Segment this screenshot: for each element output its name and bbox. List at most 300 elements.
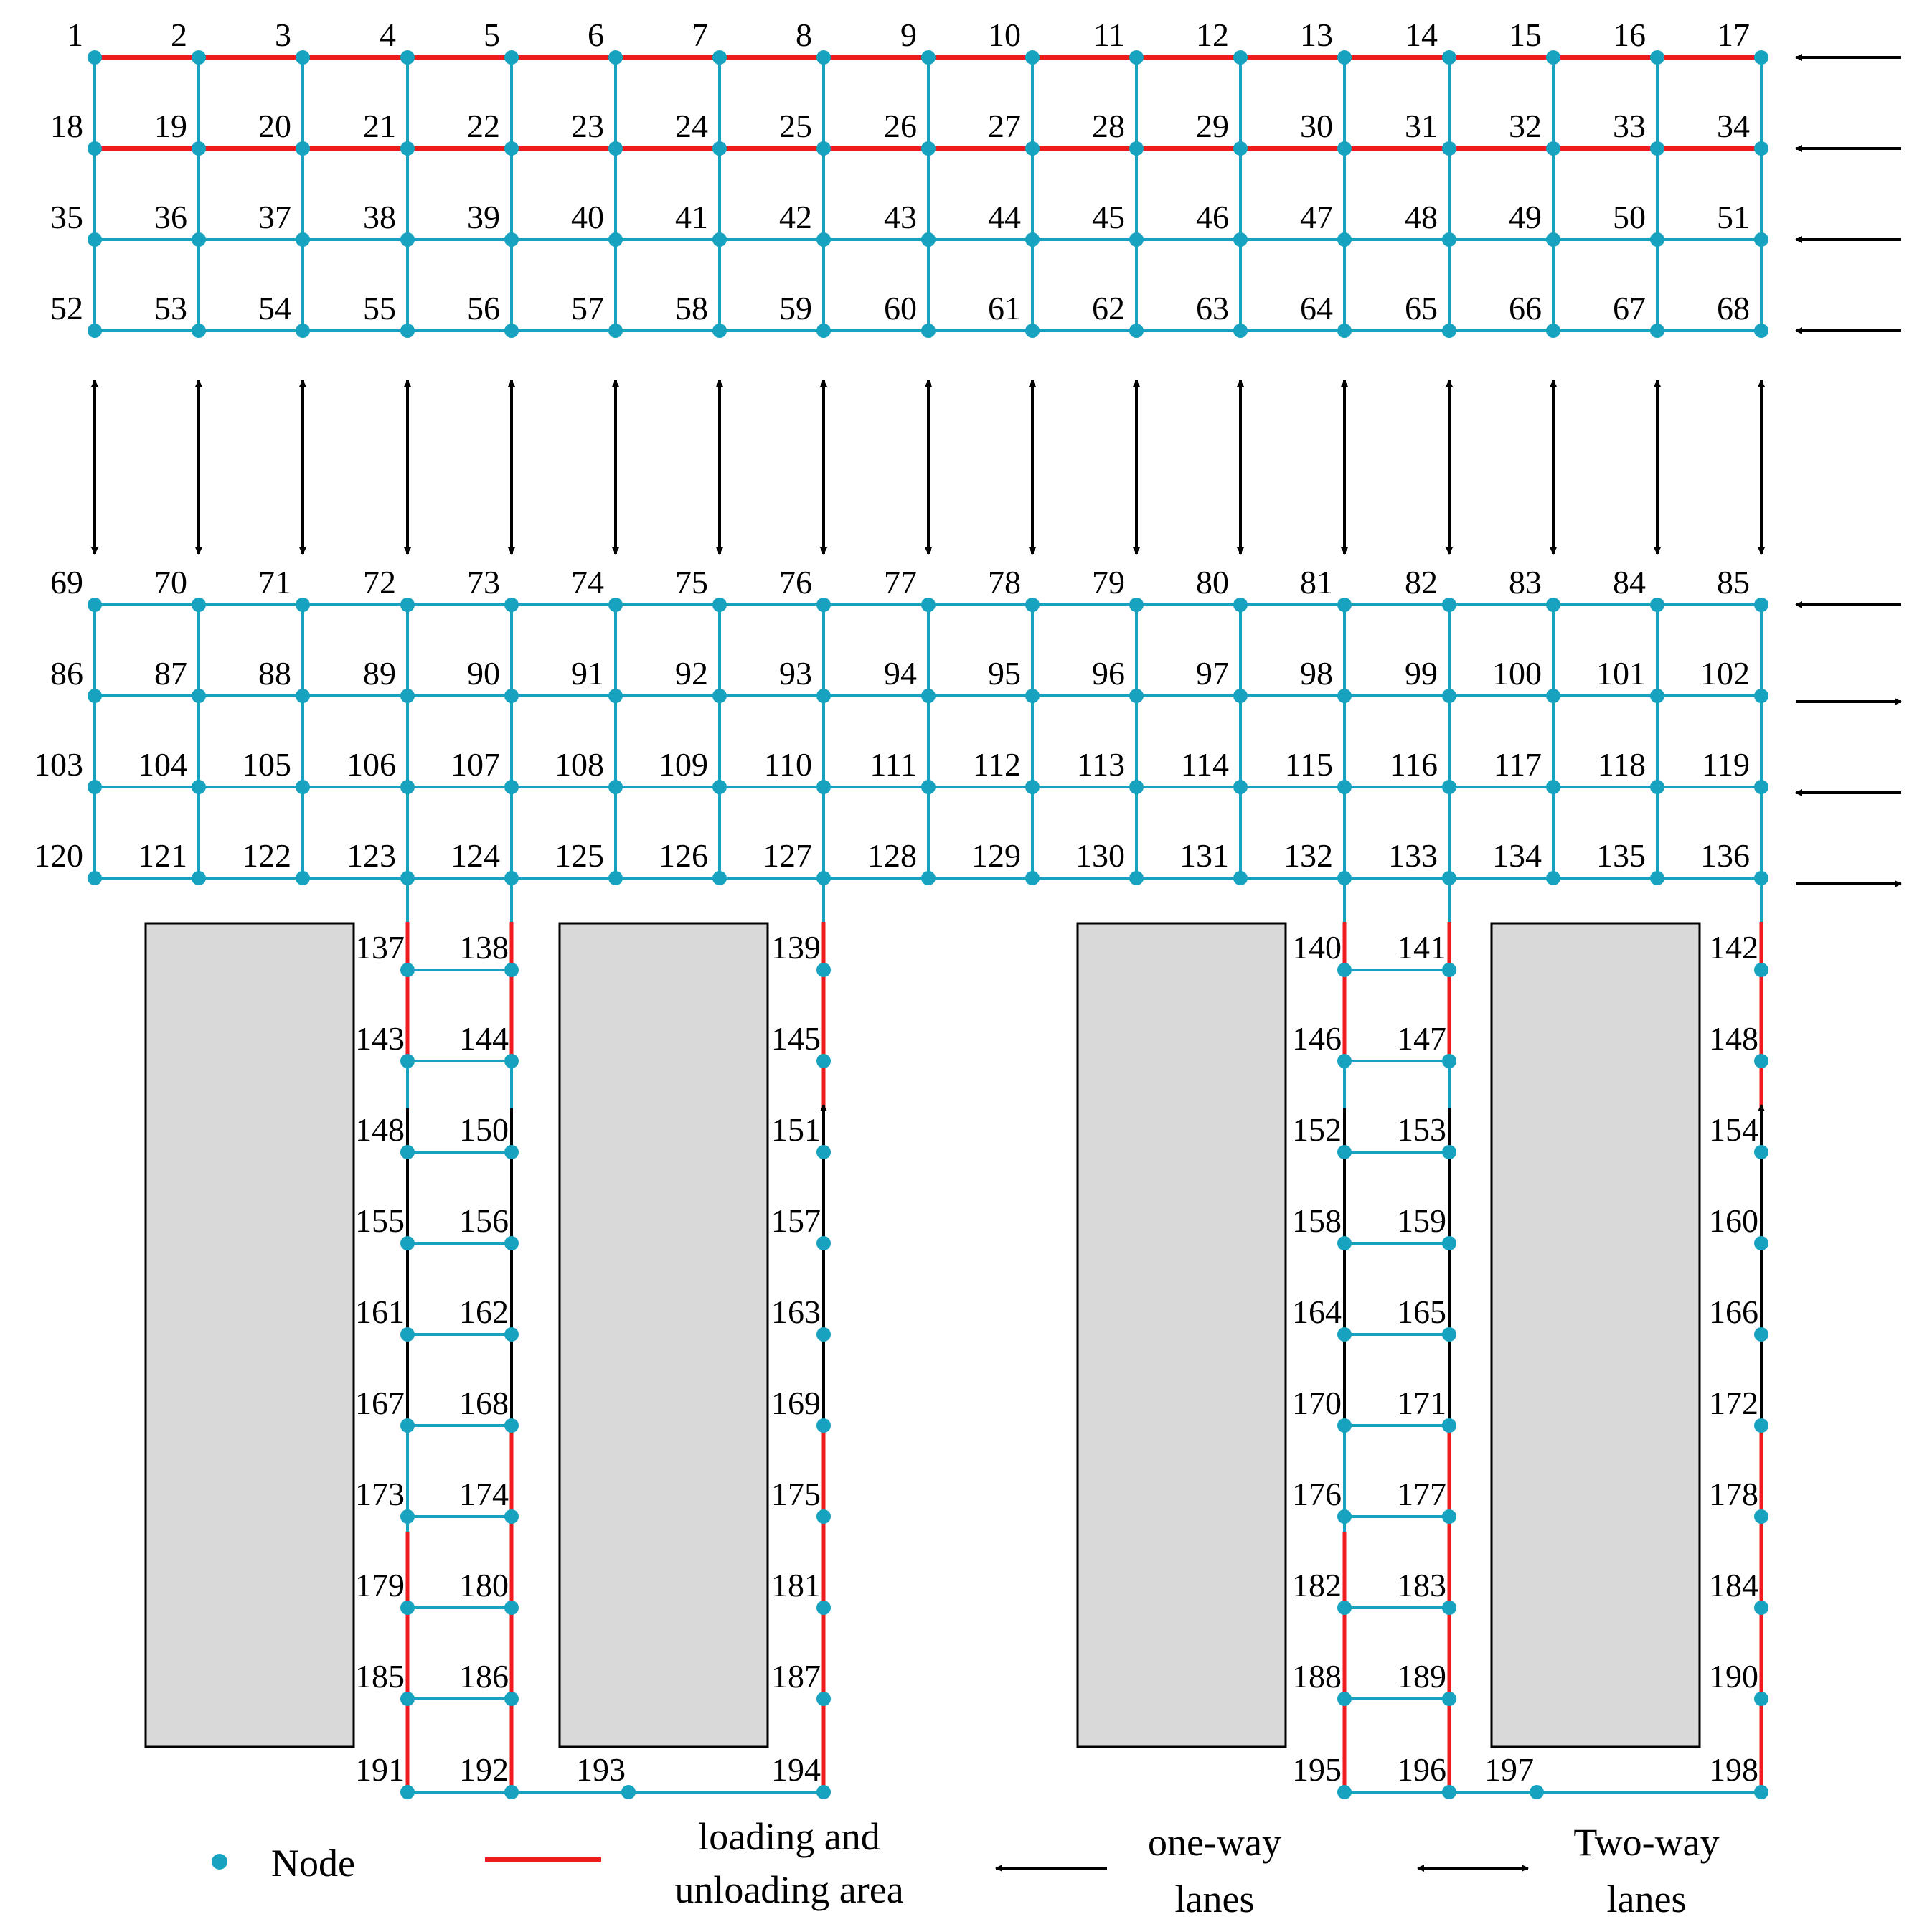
legend (212, 1815, 1720, 1921)
legend-twoway-text-1: Two-way (1573, 1821, 1720, 1864)
bottom-node-label-198: 198 (1709, 1751, 1758, 1788)
node-label-66: 66 (1509, 290, 1542, 326)
node-80 (1233, 598, 1248, 612)
node-18 (88, 141, 102, 156)
node-label-6: 6 (588, 17, 604, 53)
node-50 (1650, 232, 1664, 247)
aisle-node-label-189: 189 (1397, 1658, 1446, 1695)
node-11 (1129, 50, 1144, 65)
aisle-node-label-182: 182 (1292, 1567, 1342, 1603)
bottom-node-label-196: 196 (1397, 1751, 1446, 1788)
node-label-123: 123 (347, 837, 396, 874)
aisle-node-label-176: 176 (1292, 1476, 1342, 1512)
node-33 (1650, 141, 1664, 156)
node-84 (1650, 598, 1664, 612)
node-label-48: 48 (1405, 199, 1438, 235)
node-97 (1233, 689, 1248, 703)
node-44 (1025, 232, 1040, 247)
node-85 (1754, 598, 1768, 612)
aisle-node-label-157: 157 (771, 1202, 821, 1239)
node-34 (1754, 141, 1768, 156)
aisle-node-label-148: 148 (1709, 1020, 1758, 1057)
node-121 (192, 871, 206, 885)
node-49 (1546, 232, 1560, 247)
node-27 (1025, 141, 1040, 156)
node-116 (1442, 780, 1456, 794)
node-label-17: 17 (1717, 17, 1750, 53)
node-label-33: 33 (1613, 108, 1646, 144)
legend-oneway-text-1: one-way (1148, 1821, 1281, 1864)
node-label-122: 122 (242, 837, 291, 874)
aisle-node-label-150: 150 (459, 1111, 509, 1148)
node-102 (1754, 689, 1768, 703)
node-label-13: 13 (1300, 17, 1333, 53)
legend-node-text: Node (271, 1842, 355, 1885)
aisle-node-label-177: 177 (1397, 1476, 1446, 1512)
node-label-99: 99 (1405, 655, 1438, 692)
node-label-21: 21 (363, 108, 396, 144)
node-label-132: 132 (1283, 837, 1333, 874)
node-20 (296, 141, 310, 156)
node-label-43: 43 (884, 199, 917, 235)
node-12 (1233, 50, 1248, 65)
node-108 (608, 780, 623, 794)
node-label-50: 50 (1613, 199, 1646, 235)
node-label-113: 113 (1076, 746, 1125, 783)
node-8 (816, 50, 831, 65)
node-label-133: 133 (1388, 837, 1438, 874)
node-label-64: 64 (1300, 290, 1333, 326)
node-label-45: 45 (1092, 199, 1125, 235)
node-label-94: 94 (884, 655, 917, 692)
node-label-118: 118 (1597, 746, 1646, 783)
node-2 (192, 50, 206, 65)
node-22 (504, 141, 519, 156)
aisle-node-label-173: 173 (355, 1476, 405, 1512)
node-90 (504, 689, 519, 703)
aisle-node-label-167: 167 (355, 1385, 405, 1421)
node-61 (1025, 324, 1040, 338)
node-89 (400, 689, 415, 703)
node-47 (1337, 232, 1352, 247)
node-125 (608, 871, 623, 885)
node-label-52: 52 (50, 290, 83, 326)
node-74 (608, 598, 623, 612)
node-114 (1233, 780, 1248, 794)
node-label-36: 36 (154, 199, 187, 235)
node-label-87: 87 (154, 655, 187, 692)
node-label-32: 32 (1509, 108, 1542, 144)
node-label-95: 95 (988, 655, 1021, 692)
node-label-82: 82 (1405, 564, 1438, 600)
node-label-71: 71 (258, 564, 291, 600)
aisle-node-label-178: 178 (1709, 1476, 1758, 1512)
node-9 (921, 50, 936, 65)
node-66 (1546, 324, 1560, 338)
storage-block-1 (146, 923, 354, 1747)
node-23 (608, 141, 623, 156)
node-88 (296, 689, 310, 703)
aisle-node-label-180: 180 (459, 1567, 509, 1603)
node-38 (400, 232, 415, 247)
aisle-node-label-175: 175 (771, 1476, 821, 1512)
node-36 (192, 232, 206, 247)
node-6 (608, 50, 623, 65)
node-135 (1650, 871, 1664, 885)
aisle-node-label-160: 160 (1709, 1202, 1758, 1239)
node-45 (1129, 232, 1144, 247)
node-127 (816, 871, 831, 885)
node-86 (88, 689, 102, 703)
aisle-node-label-171: 171 (1397, 1385, 1446, 1421)
node-46 (1233, 232, 1248, 247)
node-105 (296, 780, 310, 794)
node-label-59: 59 (779, 290, 812, 326)
node-117 (1546, 780, 1560, 794)
node-label-84: 84 (1613, 564, 1646, 600)
node-label-126: 126 (659, 837, 708, 874)
node-label-131: 131 (1179, 837, 1229, 874)
node-120 (88, 871, 102, 885)
node-label-75: 75 (675, 564, 708, 600)
node-119 (1754, 780, 1768, 794)
node-24 (712, 141, 727, 156)
aisle-node-label-154: 154 (1709, 1111, 1758, 1148)
node-71 (296, 598, 310, 612)
aisle-node-label-163: 163 (771, 1294, 821, 1330)
legend-twoway-text-2: lanes (1606, 1877, 1687, 1921)
node-133 (1442, 871, 1456, 885)
node-label-14: 14 (1405, 17, 1438, 53)
node-label-116: 116 (1389, 746, 1438, 783)
node-76 (816, 598, 831, 612)
aisle-node-label-151: 151 (771, 1111, 821, 1148)
node-label-9: 9 (900, 17, 917, 53)
node-109 (712, 780, 727, 794)
node-label-130: 130 (1075, 837, 1125, 874)
node-label-124: 124 (451, 837, 500, 874)
aisle-node-label-147: 147 (1397, 1020, 1446, 1057)
node-26 (921, 141, 936, 156)
node-130 (1129, 871, 1144, 885)
node-103 (88, 780, 102, 794)
node-41 (712, 232, 727, 247)
node-59 (816, 324, 831, 338)
aisle-node-label-179: 179 (355, 1567, 405, 1603)
storage-block-2 (560, 923, 768, 1747)
aisle-node-label-183: 183 (1397, 1567, 1446, 1603)
node-label-10: 10 (988, 17, 1021, 53)
node-94 (921, 689, 936, 703)
node-label-108: 108 (555, 746, 604, 783)
node-label-27: 27 (988, 108, 1021, 144)
aisle-node-label-137: 137 (355, 929, 405, 966)
node-35 (88, 232, 102, 247)
node-label-67: 67 (1613, 290, 1646, 326)
node-label-3: 3 (275, 17, 291, 53)
node-label-117: 117 (1493, 746, 1542, 783)
node-136 (1754, 871, 1768, 885)
node-label-63: 63 (1196, 290, 1229, 326)
aisle-node-label-161: 161 (355, 1294, 405, 1330)
node-label-96: 96 (1092, 655, 1125, 692)
aisle-node-label-146: 146 (1292, 1020, 1342, 1057)
node-42 (816, 232, 831, 247)
node-label-89: 89 (363, 655, 396, 692)
node-label-104: 104 (138, 746, 187, 783)
node-label-85: 85 (1717, 564, 1750, 600)
node-label-88: 88 (258, 655, 291, 692)
node-label-57: 57 (571, 290, 604, 326)
node-label-109: 109 (659, 746, 708, 783)
node-81 (1337, 598, 1352, 612)
node-label-93: 93 (779, 655, 812, 692)
aisle-node-label-140: 140 (1292, 929, 1342, 966)
node-label-28: 28 (1092, 108, 1125, 144)
node-72 (400, 598, 415, 612)
node-label-61: 61 (988, 290, 1021, 326)
node-label-120: 120 (34, 837, 83, 874)
node-label-8: 8 (796, 17, 812, 53)
node-label-60: 60 (884, 290, 917, 326)
node-label-15: 15 (1509, 17, 1542, 53)
node-label-125: 125 (555, 837, 604, 874)
node-label-83: 83 (1509, 564, 1542, 600)
node-label-12: 12 (1196, 17, 1229, 53)
node-label-34: 34 (1717, 108, 1750, 144)
node-label-100: 100 (1492, 655, 1542, 692)
node-label-79: 79 (1092, 564, 1125, 600)
legend-loading-text-1: loading and (698, 1815, 880, 1858)
node-131 (1233, 871, 1248, 885)
node-label-31: 31 (1405, 108, 1438, 144)
legend-oneway-text-2: lanes (1174, 1877, 1255, 1921)
node-label-78: 78 (988, 564, 1021, 600)
node-label-72: 72 (363, 564, 396, 600)
aisle-node-label-172: 172 (1709, 1385, 1758, 1421)
node-label-136: 136 (1700, 837, 1750, 874)
node-label-11: 11 (1093, 17, 1125, 53)
aisle-node-label-168: 168 (459, 1385, 509, 1421)
node-110 (816, 780, 831, 794)
node-30 (1337, 141, 1352, 156)
node-99 (1442, 689, 1456, 703)
aisle-node-label-184: 184 (1709, 1567, 1758, 1603)
node-label-30: 30 (1300, 108, 1333, 144)
aisle-node-label-169: 169 (771, 1385, 821, 1421)
aisle-node-label-187: 187 (771, 1658, 821, 1695)
node-label-58: 58 (675, 290, 708, 326)
node-label-106: 106 (347, 746, 396, 783)
aisle-node-label-170: 170 (1292, 1385, 1342, 1421)
legend-node-marker (212, 1854, 227, 1870)
node-21 (400, 141, 415, 156)
bottom-node-label-192: 192 (459, 1751, 509, 1788)
node-1 (88, 50, 102, 65)
node-label-90: 90 (467, 655, 500, 692)
node-label-105: 105 (242, 746, 291, 783)
node-54 (296, 324, 310, 338)
node-51 (1754, 232, 1768, 247)
node-label-49: 49 (1509, 199, 1542, 235)
aisle-node-label-159: 159 (1397, 1202, 1446, 1239)
node-98 (1337, 689, 1352, 703)
node-129 (1025, 871, 1040, 885)
node-58 (712, 324, 727, 338)
node-label-76: 76 (779, 564, 812, 600)
node-111 (921, 780, 936, 794)
aisle-node-label-164: 164 (1292, 1294, 1342, 1330)
aisle-node-label-188: 188 (1292, 1658, 1342, 1695)
node-107 (504, 780, 519, 794)
aisle-node-label-158: 158 (1292, 1202, 1342, 1239)
node-16 (1650, 50, 1664, 65)
aisle-node-label-166: 166 (1709, 1294, 1758, 1330)
node-label-44: 44 (988, 199, 1021, 235)
node-95 (1025, 689, 1040, 703)
node-10 (1025, 50, 1040, 65)
node-label-54: 54 (258, 290, 291, 326)
node-label-70: 70 (154, 564, 187, 600)
node-label-101: 101 (1596, 655, 1646, 692)
aisle-node-label-190: 190 (1709, 1658, 1758, 1695)
node-label-111: 111 (870, 746, 917, 783)
node-label-77: 77 (884, 564, 917, 600)
node-70 (192, 598, 206, 612)
aisle-node-label-142: 142 (1709, 929, 1758, 966)
node-label-42: 42 (779, 199, 812, 235)
node-label-102: 102 (1700, 655, 1750, 692)
node-25 (816, 141, 831, 156)
aisle-node-label-162: 162 (459, 1294, 509, 1330)
node-label-69: 69 (50, 564, 83, 600)
node-92 (712, 689, 727, 703)
aisle-node-label-138: 138 (459, 929, 509, 966)
node-77 (921, 598, 936, 612)
node-37 (296, 232, 310, 247)
node-62 (1129, 324, 1144, 338)
node-56 (504, 324, 519, 338)
node-label-46: 46 (1196, 199, 1229, 235)
node-label-62: 62 (1092, 290, 1125, 326)
node-53 (192, 324, 206, 338)
node-78 (1025, 598, 1040, 612)
node-label-29: 29 (1196, 108, 1229, 144)
node-96 (1129, 689, 1144, 703)
node-label-23: 23 (571, 108, 604, 144)
aisle-node-label-141: 141 (1397, 929, 1446, 966)
aisle-node-label-181: 181 (771, 1567, 821, 1603)
aisle-node-label-185: 185 (355, 1658, 405, 1695)
node-83 (1546, 598, 1560, 612)
node-65 (1442, 324, 1456, 338)
node-label-68: 68 (1717, 290, 1750, 326)
node-label-18: 18 (50, 108, 83, 144)
node-39 (504, 232, 519, 247)
node-label-38: 38 (363, 199, 396, 235)
node-17 (1754, 50, 1768, 65)
node-label-7: 7 (692, 17, 708, 53)
node-label-19: 19 (154, 108, 187, 144)
aisle-node-label-155: 155 (355, 1202, 405, 1239)
node-73 (504, 598, 519, 612)
node-43 (921, 232, 936, 247)
node-label-97: 97 (1196, 655, 1229, 692)
storage-block-3 (1078, 923, 1286, 1747)
node-label-47: 47 (1300, 199, 1333, 235)
node-32 (1546, 141, 1560, 156)
node-label-129: 129 (971, 837, 1021, 874)
aisle-node-label-165: 165 (1397, 1294, 1446, 1330)
node-label-81: 81 (1300, 564, 1333, 600)
node-4 (400, 50, 415, 65)
node-104 (192, 780, 206, 794)
node-67 (1650, 324, 1664, 338)
node-93 (816, 689, 831, 703)
node-label-4: 4 (380, 17, 396, 53)
node-100 (1546, 689, 1560, 703)
node-label-92: 92 (675, 655, 708, 692)
node-label-73: 73 (467, 564, 500, 600)
node-label-51: 51 (1717, 199, 1750, 235)
aisle-node-label-186: 186 (459, 1658, 509, 1695)
node-134 (1546, 871, 1560, 885)
node-14 (1442, 50, 1456, 65)
node-label-20: 20 (258, 108, 291, 144)
node-label-107: 107 (451, 746, 500, 783)
node-112 (1025, 780, 1040, 794)
aisle-node-label-152: 152 (1292, 1111, 1342, 1148)
node-79 (1129, 598, 1144, 612)
node-label-39: 39 (467, 199, 500, 235)
node-3 (296, 50, 310, 65)
node-label-25: 25 (779, 108, 812, 144)
bottom-node-label-197: 197 (1484, 1751, 1534, 1788)
node-128 (921, 871, 936, 885)
bottom-node-label-191: 191 (355, 1751, 405, 1788)
aisle-node-label-139: 139 (771, 929, 821, 966)
node-15 (1546, 50, 1560, 65)
node-122 (296, 871, 310, 885)
node-label-103: 103 (34, 746, 83, 783)
node-29 (1233, 141, 1248, 156)
node-label-110: 110 (763, 746, 812, 783)
node-69 (88, 598, 102, 612)
node-115 (1337, 780, 1352, 794)
node-91 (608, 689, 623, 703)
node-label-37: 37 (258, 199, 291, 235)
node-label-56: 56 (467, 290, 500, 326)
aisle-node-label-143: 143 (355, 1020, 405, 1057)
aisle-node-label-156: 156 (459, 1202, 509, 1239)
node-28 (1129, 141, 1144, 156)
node-68 (1754, 324, 1768, 338)
node-label-2: 2 (171, 17, 187, 53)
node-label-26: 26 (884, 108, 917, 144)
node-label-55: 55 (363, 290, 396, 326)
node-31 (1442, 141, 1456, 156)
node-13 (1337, 50, 1352, 65)
node-label-86: 86 (50, 655, 83, 692)
node-87 (192, 689, 206, 703)
node-label-91: 91 (571, 655, 604, 692)
node-label-40: 40 (571, 199, 604, 235)
node-label-127: 127 (763, 837, 812, 874)
node-55 (400, 324, 415, 338)
aisle-node-label-148: 148 (355, 1111, 405, 1148)
storage-block-4 (1492, 923, 1700, 1747)
node-label-24: 24 (675, 108, 708, 144)
